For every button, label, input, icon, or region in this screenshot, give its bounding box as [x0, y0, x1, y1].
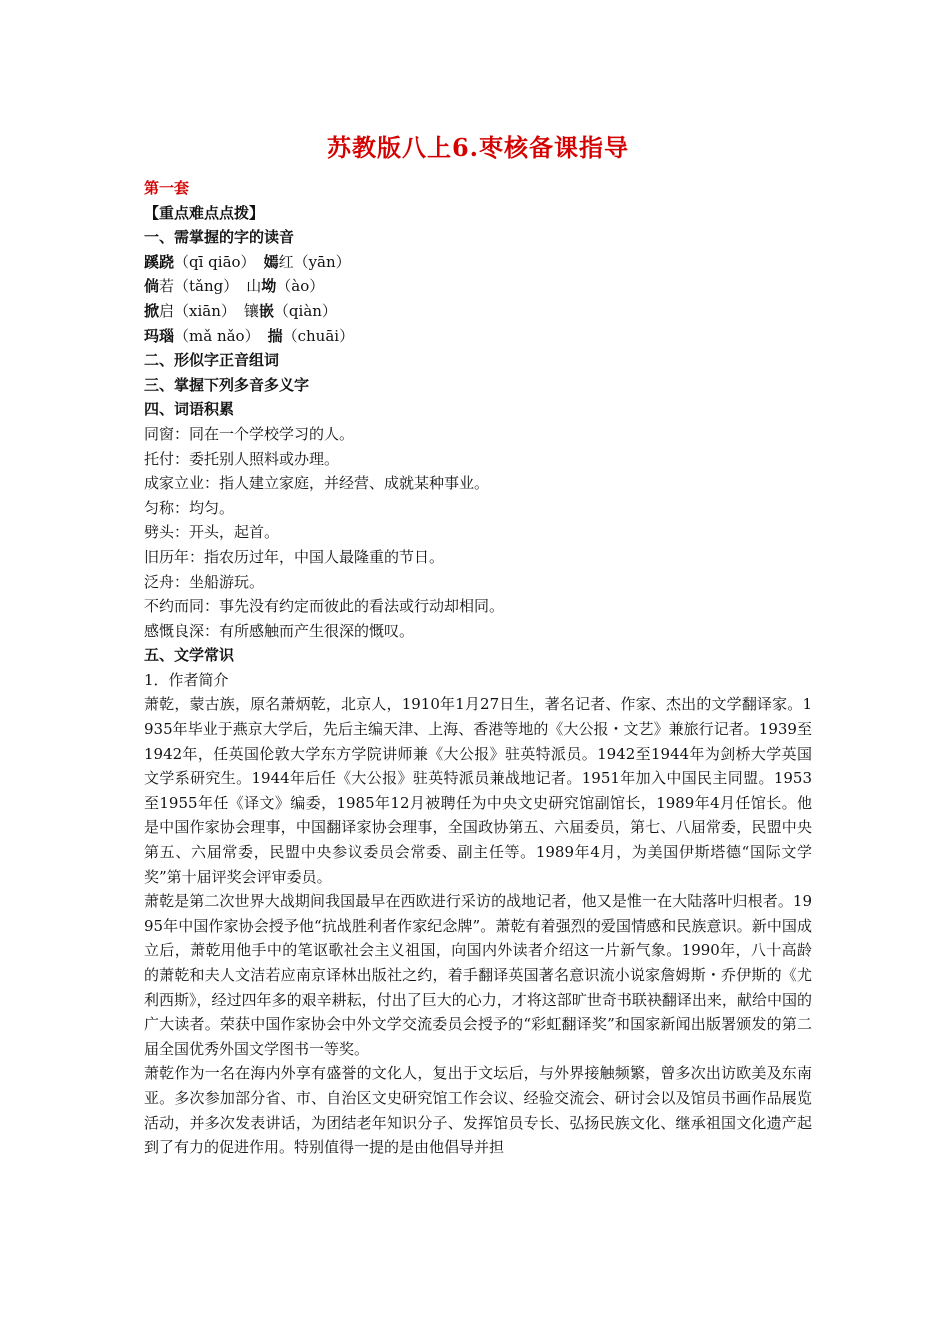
pinyin-row — [144, 250, 812, 275]
vocab-item: 泛舟：坐船游玩。 — [144, 572, 265, 591]
pinyin-row — [144, 274, 812, 299]
pinyin-word: 坳 — [261, 277, 277, 296]
vocab-item: 托付：委托别人照料或办理。 — [144, 449, 340, 468]
pinyin-word: 嫣 — [263, 252, 279, 271]
vocab-item: 同窗：同在一个学校学习的人。 — [144, 424, 355, 443]
pinyin-reading: 镶 — [243, 301, 259, 320]
pinyin-row — [144, 299, 812, 324]
pinyin-reading: （qiàn） — [273, 301, 337, 320]
pinyin-reading: （ào） — [276, 277, 325, 296]
pinyin-word: 嵌 — [258, 301, 274, 320]
document-page — [144, 132, 812, 1160]
set-label: 第一套 — [144, 179, 190, 197]
vocab-item: 不约而同：事先没有约定而彼此的看法或行动却相同。 — [144, 597, 505, 616]
pinyin-word: 倘 — [144, 277, 160, 296]
pinyin-reading: 若（tǎng） — [159, 277, 239, 296]
section-heading-2: 二、形似字正音组词 — [144, 351, 280, 370]
pinyin-word: 蹊跷 — [144, 252, 175, 271]
pinyin-row — [144, 324, 812, 349]
pinyin-word: 掀 — [144, 301, 160, 320]
pinyin-word: 揣 — [267, 326, 283, 345]
key-points-heading: 【重点难点点拨】 — [144, 203, 265, 222]
pinyin-reading: （mǎ nǎo） — [174, 326, 260, 345]
body-paragraph: 萧乾作为一名在海内外享有盛誉的文化人，复出于文坛后，与外界接触频繁，曾多次出访欧美及东南亚。多次参加部分省、市、自治区文史研究馆工作会议、经验交流会、研讨会以及馆员书画作品展览活动，并多次发表讲话，为团结老年知识分子、发挥馆员专长、弘扬民族文化、继承祖国文化遗产起到了有力的促进作用。特别值得一提的是由他倡导并担 — [144, 1064, 812, 1157]
vocab-item: 匀称：均匀。 — [144, 498, 235, 517]
section-heading-1: 一、需掌握的字的读音 — [144, 228, 295, 247]
pinyin-reading: 红（yān） — [278, 252, 351, 271]
body-paragraph: 萧乾，蒙古族，原名萧炳乾，北京人，1910年1月27日生，著名记者、作家、杰出的文学翻译家。1935年毕业于燕京大学后，先后主编天津、上海、香港等地的《大公报・文艺》兼旅行记者。1939至1942年，任英国伦敦大学东方学院讲师兼《大公报》驻英特派员。1942至1944年为剑桥大学英国文学系研究生。1944年后任《大公报》驻英特派员兼战地记者。1951年加入中国民主同盟。1953至1955年任《译文》编委，1985年12月被聘任为中央文史研究馆副馆长，1989年4月任馆长。他是中国作家协会理事，中国翻译家协会理事，全国政协第五、六届委员，第七、八届常委，民盟中央第五、六届常委，民盟中央参议委员会常委、副主任等。1989年4月，为美国伊斯塔德“国际文学奖”第十届评奖会评审委员。 — [144, 695, 812, 886]
vocab-item: 感慨良深：有所感触而产生很深的慨叹。 — [144, 621, 415, 640]
body-paragraph: 萧乾是第二次世界大战期间我国最早在西欧进行采访的战地记者，他又是惟一在大陆落叶归根者。1995年中国作家协会授予他“抗战胜利者作家纪念牌”。萧乾有着强烈的爱国情感和民族意识。新中国成立后，萧乾用他手中的笔讴歌社会主义祖国，向国内外读者介绍这一片新气象。1990年，八十高龄的萧乾和夫人文洁若应南京译林出版社之约，着手翻译英国著名意识流小说家詹姆斯・乔伊斯的《尤利西斯》，经过四年多的艰辛耕耘，付出了巨大的心力，才将这部旷世奇书联袂翻译出来，献给中国的广大读者。荣获中国作家协会中外文学交流委员会授予的“彩虹翻译奖”和国家新闻出版署颁发的第二届全国优秀外国文学图书一等奖。 — [144, 892, 812, 1058]
pinyin-list — [144, 250, 812, 348]
pinyin-reading: （chuāi） — [282, 326, 355, 345]
subsection-heading: 1．作者简介 — [144, 670, 229, 689]
pinyin-reading: 山 — [246, 277, 262, 296]
section-heading-4: 四、词语积累 — [144, 400, 235, 419]
pinyin-reading: （qī qiāo） — [174, 252, 256, 271]
pinyin-word: 玛瑙 — [144, 326, 175, 345]
section-heading-3: 三、掌握下列多音多义字 — [144, 375, 310, 394]
pinyin-reading: 启（xiān） — [159, 301, 236, 320]
vocab-item: 旧历年：指农历过年，中国人最隆重的节日。 — [144, 547, 445, 566]
vocab-list — [144, 422, 812, 643]
section-heading-5: 五、文学常识 — [144, 646, 235, 665]
vocab-item: 劈头：开头，起首。 — [144, 523, 280, 542]
document-title: 苏教版八上6.枣核备课指导 — [326, 133, 630, 162]
vocab-item: 成家立业：指人建立家庭，并经营、成就某种事业。 — [144, 474, 490, 493]
